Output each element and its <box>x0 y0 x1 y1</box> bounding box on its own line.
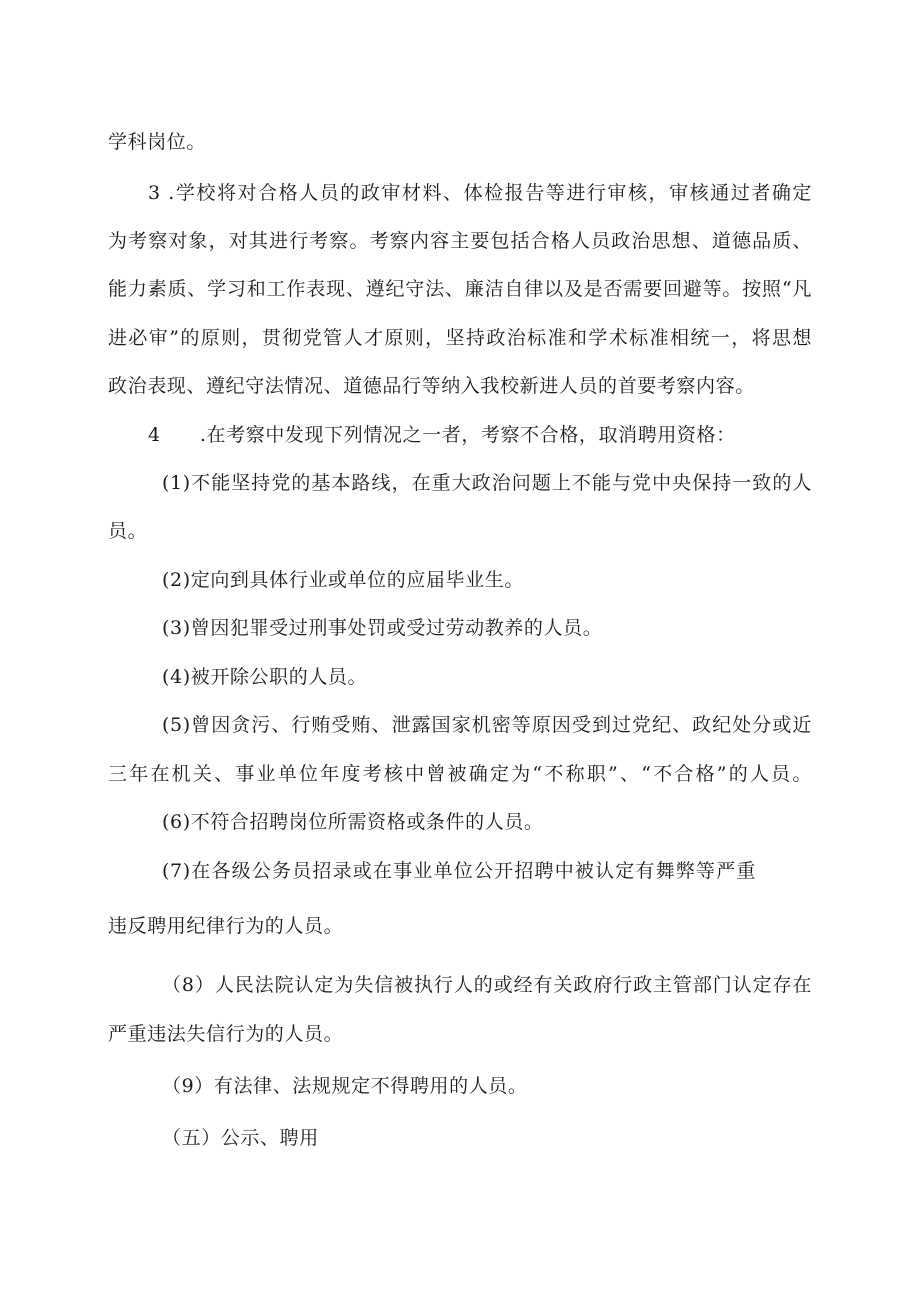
text-line: 政治表现、遵纪守法情况、道德品行等纳入我校新进人员的首要考察内容。 <box>108 375 755 397</box>
text-line: 能力素质、学习和工作表现、遵纪守法、廉洁自律以及是否需要回避等。按照“凡 <box>108 278 812 300</box>
list-item: (2)定向到具体行业或单位的应届毕业生。 <box>162 569 524 591</box>
text-line: 员。 <box>108 520 148 542</box>
text-line: 进必审”的原则，贯彻党管人才原则，坚持政治标准和学术标准相统一，将思想 <box>108 327 812 349</box>
text-line: 3 .学校将对合格人员的政审材料、体检报告等进行审核，审核通过者确定 <box>148 182 812 204</box>
text-line: 学科岗位。 <box>108 131 207 153</box>
list-item: （8）人民法院认定为失信被执行人的或经有关政府行政主管部门认定存在 <box>162 974 812 996</box>
text-line: 严重违法失信行为的人员。 <box>108 1023 344 1045</box>
list-item: (1)不能坚持党的基本路线，在重大政治问题上不能与党中央保持一致的人 <box>162 472 812 494</box>
text-line: 违反聘用纪律行为的人员。 <box>108 915 344 937</box>
list-item: (7)在各级公务员招录或在事业单位公开招聘中被认定有舞弊等严重 <box>162 860 756 882</box>
list-item: (5)曾因贪污、行贿受贿、泄露国家机密等原因受到过党纪、政纪处分或近 <box>162 714 812 736</box>
list-item: (6)不符合招聘岗位所需资格或条件的人员。 <box>162 811 544 833</box>
text-line: 4 .在考察中发现下列情况之一者，考察不合格，取消聘用资格： <box>148 424 736 446</box>
text-line: 为考察对象，对其进行考察。考察内容主要包括合格人员政治思想、道德品质、 <box>108 230 812 252</box>
text-line: 三年在机关、事业单位年度考核中曾被确定为“不称职”、“不合格”的人员。 <box>108 763 812 785</box>
list-item: (4)被开除公职的人员。 <box>162 666 368 688</box>
list-item: (3)曾因犯罪受过刑事处罚或受过劳动教养的人员。 <box>162 617 603 639</box>
list-item: （9）有法律、法规规定不得聘用的人员。 <box>162 1075 528 1097</box>
section-heading: （五）公示、聘用 <box>162 1127 319 1149</box>
